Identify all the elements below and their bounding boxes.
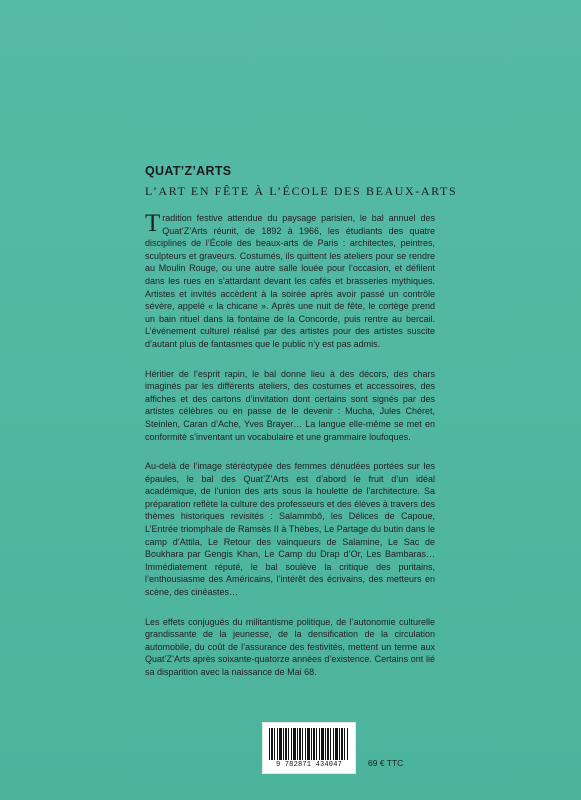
blurb-paragraph-1: Tradition festive attendue du paysage parisien, le bal annuel des Quat’Z’Arts réunit, de 1892 à 1966, les étudiants des quatre disciplines de l’École des beaux-arts de Paris : architectes, peintres, sculpteurs et graveurs. Costumés, ils quittent les ateliers pour se rendre au Moulin Rouge, ou une autre salle louée pour l’occasion, et défilent dans les rues en s’attardant devant les cafés et brasseries mythiques. Artistes et invités accèdent à la soirée après avoir passé un contrôle sévère, appelé « la chicane ». Après une nuit de fête, le cortège prend un bain rituel dans la fontaine de la Concorde, puis rentre au bercail. L’événement culturel réalisé par des artistes pour des artistes suscite d’autant plus de fantasmes que le public n’y est pas admis.	[145, 210, 435, 349]
barcode-bars	[269, 728, 349, 760]
price-label: 69 € TTC	[368, 758, 404, 768]
isbn-barcode	[262, 722, 356, 774]
blurb-paragraph-2: Héritier de l’esprit rapin, le bal donne lieu à des décors, des chars imaginés par les différents ateliers, des costumes et accessoires, des affiches et des cartons d’invitation dont certains sont signés par des artistes célèbres ou en passe de le devenir : Mucha, Jules Chéret, Steinlen, Caran d’Ache, Yves Brayer… La langue elle-même se met en conformité s’inventant un vocabulaire et une grammaire loufoques.	[145, 368, 435, 442]
blurb-text	[145, 212, 435, 696]
book-subtitle: L’ART EN FÊTE À L’ÉCOLE DES BEAUX-ARTS	[145, 184, 458, 198]
blurb-paragraph-4: Les effets conjugués du militantisme politique, de l’autonomie culturelle grandissante de la jeunesse, de la densification de la circulation automobile, du coût de l’assurance des festivités, mettent un terme aux Quat’Z’Arts après soixante-quatorze années d’existence. Certains ont lié sa disparition avec la naissance de Mai 68.	[145, 616, 435, 677]
isbn-number: 9 782871 434047	[275, 761, 342, 769]
blurb-paragraph-3: Au-delà de l’image stéréotypée des femmes dénudées portées sur les épaules, le bal des Quat’Z’Arts est d’abord le fruit d’un idéal académique, de l’union des arts sous la houlette de l’architecture. Sa préparation reflète la culture des professeurs et des élèves à travers des thèmes historiques revisités : Salammbô, les Délices de Capoue, L’Entrée triomphale de Ramsès II à Thèbes, Le Partage du butin dans le camp d’Attila, Le Retour des vainqueurs de Salamine, Le Sac de Boukhara par Gengis Khan, Le Camp du Drap d’Or, Les Bambaras… Immédiatement réputé, le bal soulève la critique des puritains, l’enthousiasme des Américains, l’intérêt des écrivains, des metteurs en scène, des cinéastes…	[145, 461, 435, 598]
book-title: QUAT’Z’ARTS	[145, 164, 232, 178]
